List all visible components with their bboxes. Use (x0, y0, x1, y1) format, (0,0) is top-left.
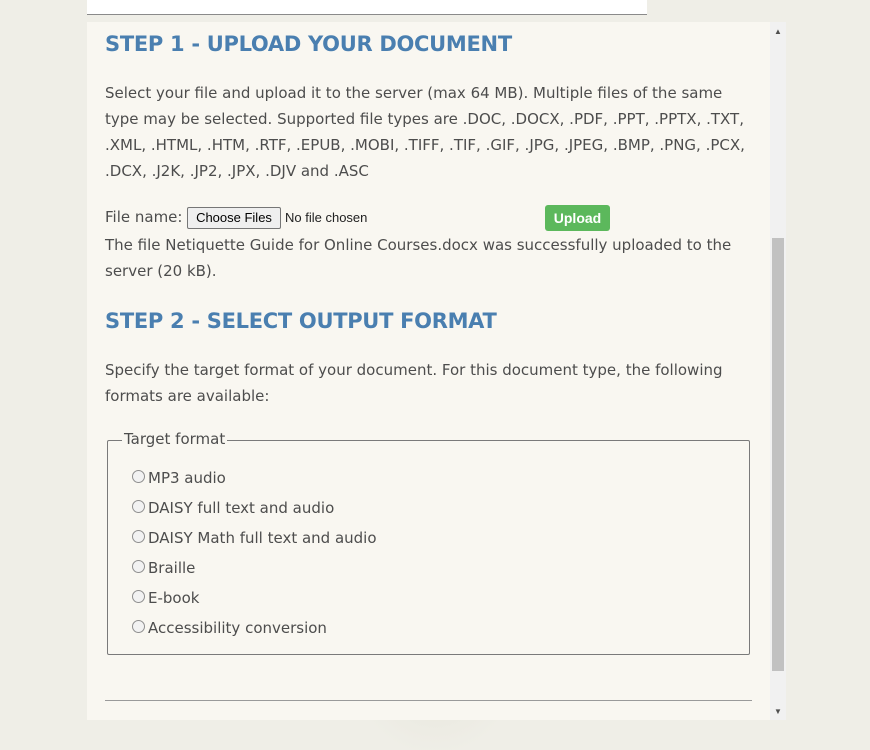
option-label: MP3 audio (148, 469, 226, 487)
choose-files-button[interactable]: Choose Files (187, 207, 281, 229)
scrollbar-thumb[interactable] (772, 238, 784, 671)
no-file-chosen-text: No file chosen (285, 210, 368, 225)
target-format-fieldset (107, 430, 750, 655)
main-panel (87, 22, 770, 720)
top-input-strip (87, 0, 647, 15)
step2-heading: STEP 2 - SELECT OUTPUT FORMAT (105, 309, 497, 333)
radio-button[interactable] (132, 530, 145, 543)
file-name-label: File name: (105, 208, 183, 226)
scroll-down-arrow-icon[interactable]: ▼ (774, 707, 782, 716)
step2-description: Specify the target format of your document. For this document type, the following formats are available: (105, 361, 723, 405)
step1-heading: STEP 1 - UPLOAD YOUR DOCUMENT (105, 32, 512, 56)
option-label: E-book (148, 589, 200, 607)
footer-divider (105, 700, 752, 701)
upload-button[interactable]: Upload (545, 205, 610, 231)
radio-button[interactable] (132, 470, 145, 483)
radio-button[interactable] (132, 590, 145, 603)
option-label: Accessibility conversion (148, 619, 327, 637)
radio-button[interactable] (132, 560, 145, 573)
option-label: DAISY Math full text and audio (148, 529, 377, 547)
step1-description: Select your file and upload it to the server (max 64 MB). Multiple files of the same type may be selected. Supported file types are .DOC, .DOCX, .PDF, .PPT, .PPTX, .TXT, .XML, .HTML, .HTM, .RTF, .EPUB, .MOBI, .TIFF, .TIF, .GIF, .JPG, .JPEG, .BMP, .PNG, .PCX, .DCX, .J2K, .JP2, .JPX, .DJV and .ASC (105, 84, 745, 180)
option-label: Braille (148, 559, 196, 577)
option-label: DAISY full text and audio (148, 499, 335, 517)
radio-button[interactable] (132, 500, 145, 513)
scroll-up-arrow-icon[interactable]: ▲ (774, 27, 782, 36)
target-format-legend: Target format (124, 430, 226, 448)
radio-button[interactable] (132, 620, 145, 633)
upload-success-message: The file Netiquette Guide for Online Courses.docx was successfully uploaded to the server (20 kB). (105, 236, 732, 280)
vertical-scrollbar[interactable] (770, 22, 786, 720)
